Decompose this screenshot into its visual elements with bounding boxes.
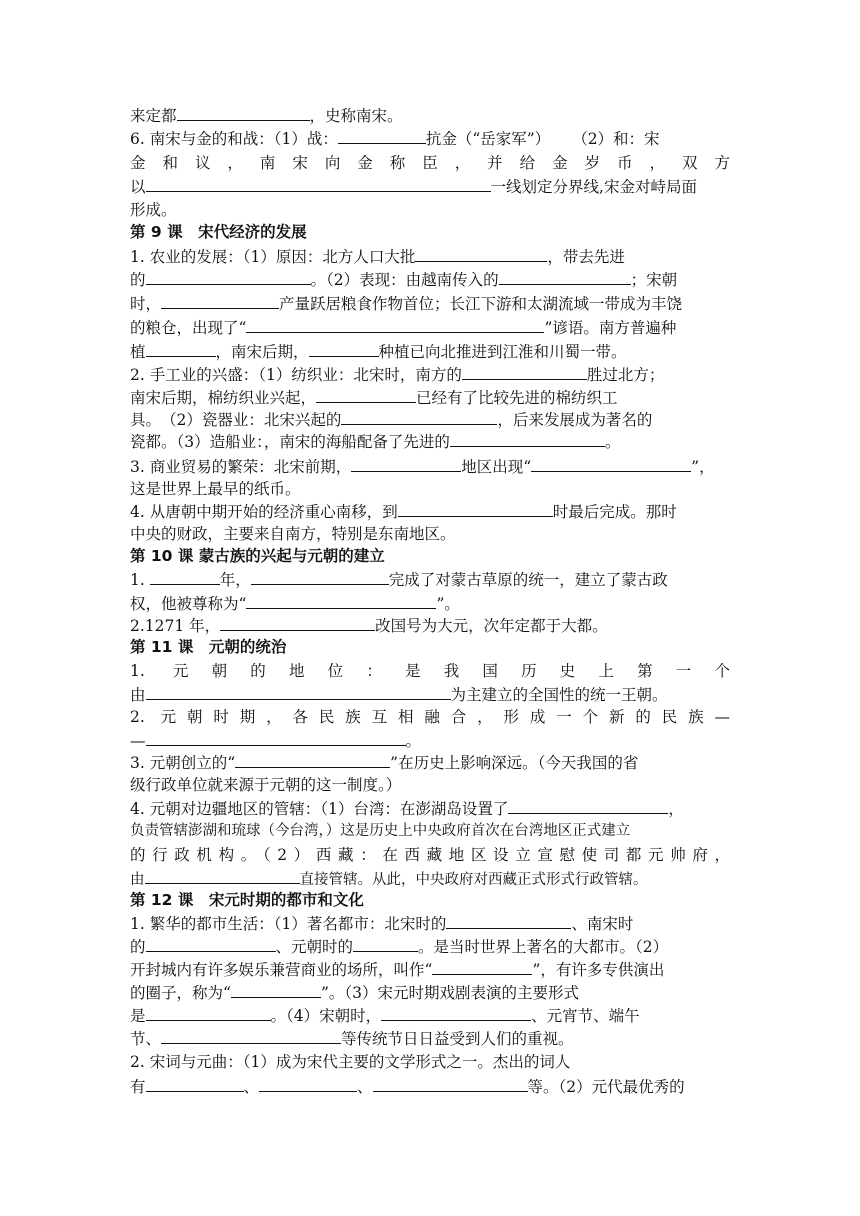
- text: ”，: [691, 458, 715, 476]
- text-line: [130, 981, 730, 1003]
- text: 。（2）表现：由越南传入的: [310, 271, 499, 289]
- text-line: [130, 867, 730, 889]
- text: 、: [243, 1078, 260, 1096]
- text: ；宋朝: [630, 271, 678, 289]
- text: 。是当时世界上著名的大都市。（2）: [418, 938, 669, 956]
- text: ”谚语。南方普遍种: [544, 319, 677, 337]
- text-line: [130, 316, 730, 338]
- lesson-heading: 第 12 课 宋元时期的都市和文化: [130, 891, 364, 909]
- text-line: [130, 844, 730, 866]
- text: 改国号为大元，次年定都于大都。: [375, 617, 608, 635]
- text-line: [130, 1075, 730, 1097]
- answer-blank[interactable]: [398, 500, 553, 517]
- text: 开封城内有许多娱乐兼营商业的场所，叫作“: [130, 961, 433, 979]
- text-line: [130, 523, 730, 545]
- answer-blank[interactable]: [508, 797, 668, 814]
- lesson-heading: 第 10 课 蒙古族的兴起与元朝的建立: [130, 547, 385, 565]
- text-line: [130, 1004, 730, 1026]
- text-line: [130, 478, 730, 500]
- text-line: [130, 958, 730, 980]
- text: ，后来发展成为著名的: [497, 411, 653, 429]
- text: 3. 商业贸易的繁荣：北宋前期，: [130, 458, 352, 476]
- text: 有: [130, 1078, 146, 1096]
- text-line: [130, 455, 730, 477]
- text-line: [130, 175, 730, 197]
- text: 直接管辖。从此，中央政府对西藏正式形式行政管辖。: [299, 872, 648, 888]
- text: 的: [130, 938, 146, 956]
- lesson-heading: 第 9 课 宋代经济的发展: [130, 223, 307, 241]
- text-line: [130, 706, 730, 728]
- answer-blank[interactable]: [220, 614, 375, 631]
- answer-blank[interactable]: [415, 245, 547, 262]
- text: 一线划定分界线,宋金对峙局面: [490, 178, 697, 196]
- answer-blank[interactable]: [146, 683, 451, 700]
- text: 4. 从唐朝中期开始的经济重心南移，到: [130, 503, 398, 521]
- text-line: [130, 614, 730, 636]
- text-line: [130, 500, 730, 522]
- text: 1. 元朝的地位：是我国历史上第一个: [130, 662, 730, 680]
- answer-blank[interactable]: [341, 408, 497, 425]
- text: ，带去先进: [547, 248, 625, 266]
- text: 2. 宋词与元曲：（1）成为宋代主要的文学形式之一。杰出的词人: [130, 1053, 571, 1071]
- answer-blank[interactable]: [246, 592, 436, 609]
- text: ”在历史上影响深远。（今天我国的省: [390, 754, 639, 772]
- text-line: [130, 1051, 730, 1073]
- lesson-heading: 第 11 课 元朝的统治: [130, 638, 287, 656]
- text: 植: [130, 343, 146, 361]
- text-line: [130, 104, 730, 126]
- answer-blank[interactable]: [353, 935, 418, 952]
- text-line: [130, 199, 730, 221]
- text-line: [130, 592, 730, 614]
- text: 为主建立的全国性的统一王朝。: [450, 686, 668, 704]
- text-line: [130, 430, 730, 452]
- text-line: [130, 568, 730, 590]
- text: 。（4）宋朝时，: [270, 1007, 382, 1025]
- answer-blank[interactable]: [351, 455, 461, 472]
- answer-blank[interactable]: [446, 912, 571, 929]
- text: 的行政机构。（2）西藏：在西藏地区设立宣慰使司都元帅府，: [130, 846, 730, 864]
- text: 、元朝时的: [275, 938, 354, 956]
- text-line: [130, 152, 730, 174]
- text-line: [130, 1027, 730, 1049]
- text: 。: [604, 433, 621, 451]
- text: 年，: [219, 571, 251, 589]
- text: 1. 农业的发展：（1）原因：北方人口大批: [130, 248, 416, 266]
- text: 、南宋时: [571, 915, 634, 933]
- text: 。: [405, 732, 422, 750]
- text-line: [130, 363, 730, 385]
- answer-blank[interactable]: [531, 455, 691, 472]
- text-line: [130, 292, 730, 314]
- answer-blank[interactable]: [146, 1075, 244, 1092]
- text: 等。（2）元代最优秀的: [527, 1078, 685, 1096]
- text: 形成。: [130, 201, 177, 219]
- text: 的圈子，称为“: [130, 984, 231, 1002]
- text-line: [130, 386, 730, 408]
- text: 金和议，南宋向金称臣，并给金岁币，双方: [130, 154, 730, 172]
- text: 地区出现“: [461, 458, 532, 476]
- text: 、元宵节、端午: [531, 1007, 640, 1025]
- text: —: [130, 732, 146, 750]
- text: （2）和：宋: [572, 130, 660, 148]
- text: 的粮仓，出现了“: [130, 319, 247, 337]
- text: 2. 手工业的兴盛：（1）纺织业：北宋时，南方的: [130, 366, 462, 384]
- text: ”，有许多专供演出: [532, 961, 665, 979]
- answer-blank[interactable]: [450, 430, 605, 447]
- text: 6. 南宋与金的和战：（1）战：: [130, 130, 338, 148]
- answer-blank[interactable]: [146, 340, 216, 357]
- answer-blank[interactable]: [146, 268, 311, 285]
- answer-blank[interactable]: [177, 104, 310, 121]
- answer-blank[interactable]: [251, 568, 389, 585]
- answer-blank[interactable]: [161, 1027, 341, 1044]
- answer-blank[interactable]: [373, 1075, 528, 1092]
- text: 已经有了比较先进的棉纺织工: [416, 389, 618, 407]
- answer-blank[interactable]: [462, 363, 587, 380]
- text: ”。（3）宋元时期戏剧表演的主要形式: [320, 984, 579, 1002]
- text: 3. 元朝创立的“: [130, 754, 236, 772]
- answer-blank[interactable]: [246, 316, 544, 333]
- answer-blank[interactable]: [316, 386, 416, 403]
- answer-blank[interactable]: [338, 127, 426, 144]
- text: 以: [130, 178, 146, 196]
- text: 中央的财政，主要来自南方，特别是东南地区。: [130, 525, 456, 543]
- answer-blank[interactable]: [146, 175, 491, 192]
- text: ，: [668, 800, 684, 818]
- text: 1. 繁华的都市生活：（1）著名都市：北宋时的: [130, 915, 447, 933]
- text-line: [130, 127, 730, 149]
- text: 、: [357, 1078, 373, 1096]
- text: 时最后完成。那时: [552, 503, 677, 521]
- answer-blank[interactable]: [150, 568, 220, 585]
- text-line: [130, 774, 730, 796]
- text: 抗金（“岳家军”）: [425, 130, 551, 148]
- text-line: [130, 751, 730, 773]
- answer-blank[interactable]: [146, 729, 406, 746]
- text: ”。: [436, 595, 460, 613]
- text: 负责管辖澎湖和琉球（今台湾，）这是历史上中央政府首次在台湾地区正式建立: [130, 823, 631, 839]
- text: 由: [130, 686, 146, 704]
- text-line: [130, 268, 730, 290]
- text: 的: [130, 271, 146, 289]
- text-line: [130, 340, 730, 362]
- text: 是: [130, 1007, 146, 1025]
- text: 2. 元朝时期，各民族互相融合，形成一个新的民族—: [130, 708, 730, 726]
- text: 1.: [130, 571, 150, 589]
- text: 4. 元朝对边疆地区的管辖：（1）台湾：在澎湖岛设置了: [130, 800, 509, 818]
- text: 产量跃居粮食作物首位；长江下游和太湖流域一带成为丰饶: [279, 295, 683, 313]
- text-line: [130, 245, 730, 267]
- answer-blank[interactable]: [432, 958, 532, 975]
- text: 完成了对蒙古草原的统一，建立了蒙古政: [388, 571, 668, 589]
- text-line: [130, 797, 730, 819]
- answer-blank[interactable]: [145, 867, 300, 884]
- text-line: [130, 660, 730, 682]
- text: ，南宋后期，: [215, 343, 309, 361]
- answer-blank[interactable]: [381, 1004, 531, 1021]
- answer-blank[interactable]: [231, 981, 321, 998]
- text-line: [130, 912, 730, 934]
- text: 权，他被尊称为“: [130, 595, 247, 613]
- text-line: [130, 408, 730, 430]
- text: 瓷都。（3）造船业：，南宋的海船配备了先进的: [130, 433, 450, 451]
- text: 南宋后期，棉纺织业兴起，: [130, 389, 317, 407]
- text: 等传统节日日益受到人们的重视。: [341, 1030, 574, 1048]
- text: 来定都: [130, 107, 177, 125]
- text: ，史称南宋。: [309, 107, 403, 125]
- text: 节、: [130, 1030, 162, 1048]
- answer-blank[interactable]: [309, 340, 379, 357]
- text-line: [130, 729, 730, 751]
- text-line: [130, 935, 730, 957]
- text: 时，: [130, 295, 162, 313]
- text: 胜过北方；: [586, 366, 665, 384]
- text: 种植已向北推进到江淮和川蜀一带。: [378, 343, 627, 361]
- text-line: [130, 683, 730, 705]
- text: 这是世界上最早的纸币。: [130, 480, 301, 498]
- answer-blank[interactable]: [259, 1075, 357, 1092]
- text: 2.1271 年，: [130, 617, 221, 635]
- text: 级行政单位就来源于元朝的这一制度。）: [130, 776, 402, 794]
- answer-blank[interactable]: [161, 292, 279, 309]
- answer-blank[interactable]: [235, 751, 390, 768]
- answer-blank[interactable]: [499, 268, 631, 285]
- text: 由: [130, 872, 145, 888]
- text-line: [130, 820, 730, 842]
- answer-blank[interactable]: [146, 1004, 271, 1021]
- answer-blank[interactable]: [146, 935, 276, 952]
- text: 具。 （2）瓷器业：北宋兴起的: [130, 411, 342, 429]
